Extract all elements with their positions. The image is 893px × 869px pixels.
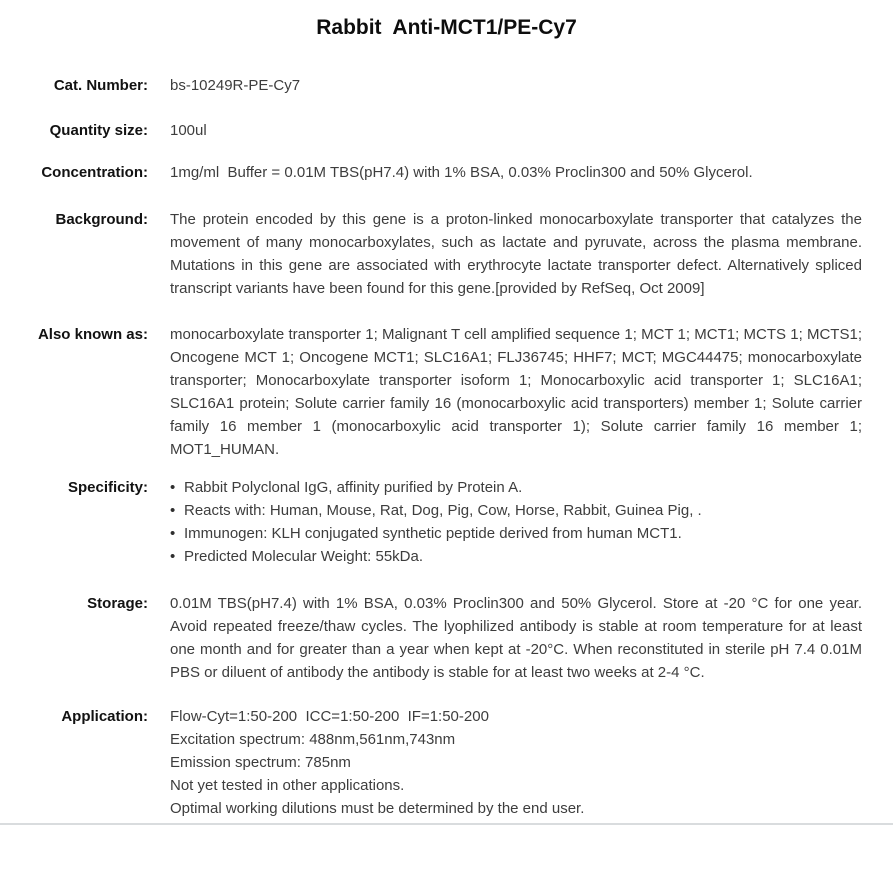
- application-line-emission: Emission spectrum: 785nm: [170, 754, 351, 771]
- field-value-background: The protein encoded by this gene is a proton-linked monocarboxylate transporter that catalyzes the movement of many monocarboxylates, such as lactate and pyruvate, across the plasma membrane. Mutations in this gene are associated with erythrocyte lactate transporter defect. Alternatively spliced transcript variants have been found for this gene.[provided by RefSeq, Oct 2009]: [170, 211, 862, 297]
- bullet-item: [170, 522, 862, 545]
- field-label-quantity-size: Quantity size:: [49, 122, 148, 139]
- bullet-text-reactivity: Reacts with: Human, Mouse, Rat, Dog, Pig, Cow, Horse, Rabbit, Guinea Pig, .: [184, 502, 702, 519]
- field-row-background: [0, 208, 893, 300]
- field-row-specificity: [0, 476, 893, 568]
- bullet-item: [170, 545, 862, 568]
- field-value-cat-number: bs-10249R-PE-Cy7: [170, 77, 301, 94]
- field-row-storage: [0, 592, 893, 684]
- field-label-storage: Storage:: [87, 595, 148, 612]
- bullet-text-immunogen: Immunogen: KLH conjugated synthetic peptide derived from human MCT1.: [184, 525, 682, 542]
- field-label-cat-number: Cat. Number:: [53, 77, 148, 94]
- application-lines: [170, 705, 862, 820]
- bullet-icon: •: [170, 548, 176, 565]
- field-label-also-known-as: Also known as:: [37, 326, 148, 343]
- bullet-icon: •: [170, 502, 176, 519]
- field-row-application: [0, 705, 893, 820]
- bottom-divider: [0, 823, 893, 825]
- field-row-quantity-size: [0, 119, 893, 142]
- application-line-excitation: Excitation spectrum: 488nm,561nm,743nm: [170, 731, 456, 748]
- bullet-list: [170, 476, 862, 568]
- page-title: Rabbit Anti-MCT1/PE-Cy7: [316, 16, 577, 39]
- bullet-icon: •: [170, 525, 176, 542]
- field-value-quantity-size: 100ul: [170, 122, 207, 139]
- bullet-item: [170, 499, 862, 522]
- field-label-background: Background:: [55, 211, 148, 228]
- bullet-text-molecular-weight: Predicted Molecular Weight: 55kDa.: [184, 548, 424, 565]
- field-row-cat-number: [0, 74, 893, 97]
- field-row-concentration: [0, 161, 893, 184]
- application-line-optimal-dilution: Optimal working dilutions must be determined by the end user.: [170, 800, 585, 817]
- bullet-item: [170, 476, 862, 499]
- field-label-specificity: Specificity:: [67, 479, 148, 496]
- field-value-concentration: 1mg/ml Buffer = 0.01M TBS(pH7.4) with 1% BSA, 0.03% Proclin300 and 50% Glycerol.: [170, 164, 753, 181]
- bullet-icon: •: [170, 479, 176, 496]
- field-label-concentration: Concentration:: [41, 164, 148, 181]
- bullet-text-clonality: Rabbit Polyclonal IgG, affinity purified by Protein A.: [184, 479, 523, 496]
- application-line-dilutions: Flow-Cyt=1:50-200 ICC=1:50-200 IF=1:50-200: [170, 708, 489, 725]
- field-value-storage: 0.01M TBS(pH7.4) with 1% BSA, 0.03% Proclin300 and 50% Glycerol. Store at -20 °C for one year. Avoid repeated freeze/thaw cycles. The lyophilized antibody is stable at room temperature for at least one month and for greater than a year when kept at -20°C. When reconstituted in sterile pH 7.4 0.01M PBS or diluent of antibody the antibody is stable for at least two weeks at 2-4 °C.: [170, 595, 862, 681]
- field-value-also-known-as: monocarboxylate transporter 1; Malignant T cell amplified sequence 1; MCT 1; MCT1; MCTS 1; MCTS1; Oncogene MCT 1; Oncogene MCT1; SLC16A1; FLJ36745; HHF7; MCT; MGC44475; monocarboxylate transporter; Monocarboxylate transporter isoform 1; Monocarboxylic acid transporter 1; SLC16A1; SLC16A1 protein; Solute carrier family 16 (monocarboxylic acid transporters) member 1; Solute carrier family 16 member 1 (monocarboxylic acid transporter 1); Solute carrier family 16 member 1; MOT1_HUMAN.: [170, 326, 862, 458]
- field-row-also-known-as: [0, 323, 893, 461]
- application-line-not-tested: Not yet tested in other applications.: [170, 777, 405, 794]
- field-label-application: Application:: [61, 708, 148, 725]
